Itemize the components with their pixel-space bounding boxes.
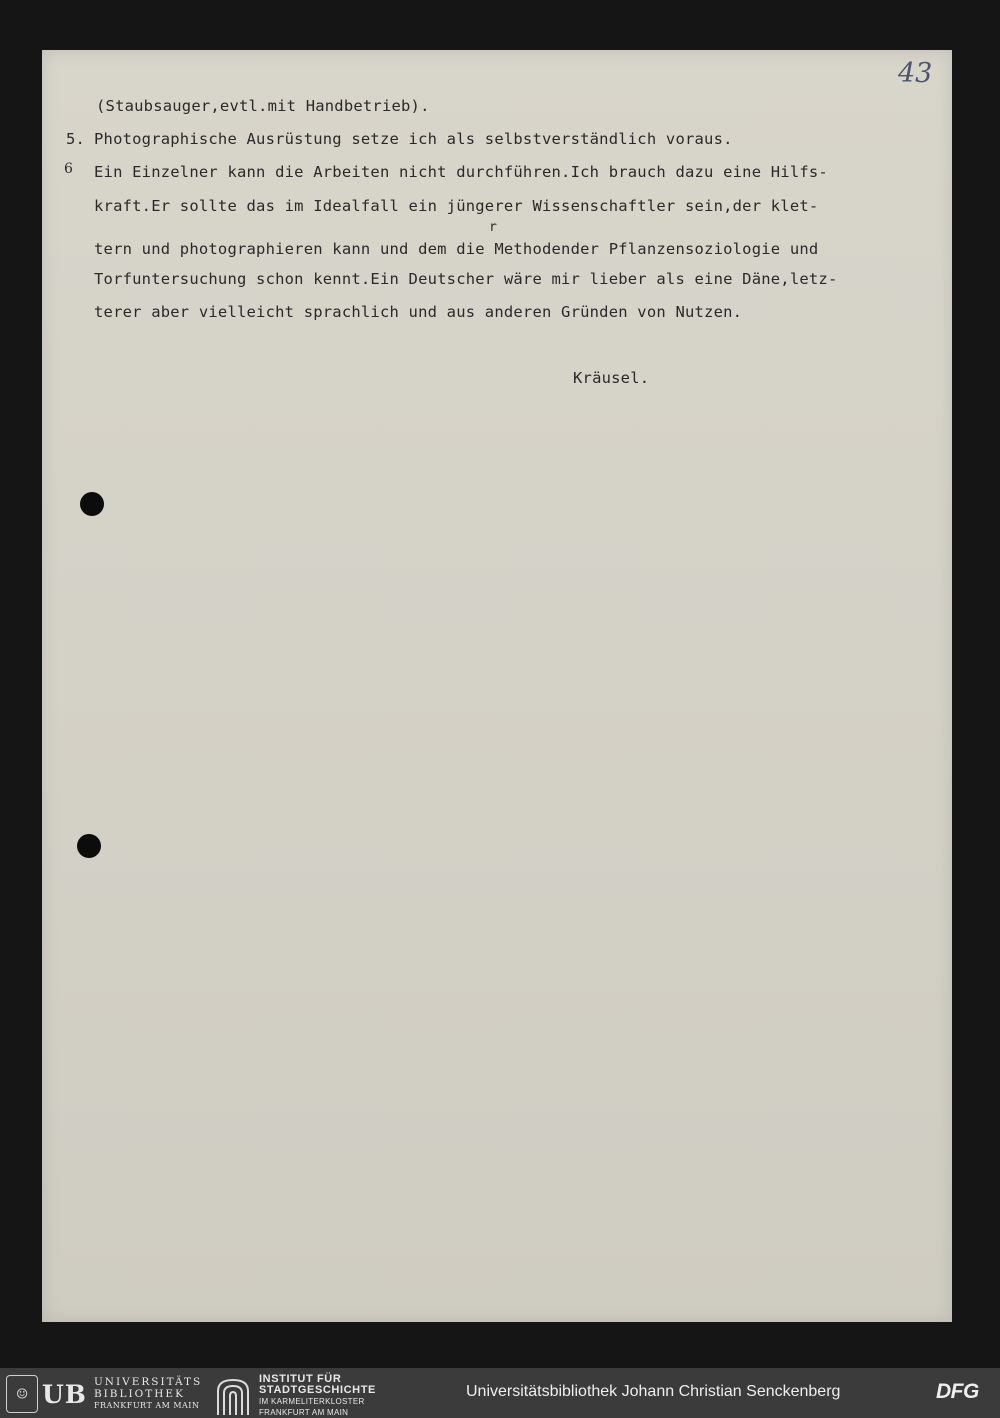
- ub-letters: UB: [42, 1379, 87, 1409]
- punch-hole-bottom: [77, 834, 101, 858]
- page-number: 43: [898, 58, 933, 89]
- text-line-3: kraft.Er sollte das im Idealfall ein jüngerer Wissenschaftler sein,der klet-: [94, 197, 819, 215]
- isg-line-2: STADTGESCHICHTE: [259, 1384, 376, 1396]
- item-number-6: 6: [64, 161, 73, 177]
- isg-line-4: FRANKFURT AM MAIN: [259, 1408, 349, 1417]
- text-line-5: Torfuntersuchung schon kennt.Ein Deutscher wäre mir lieber als eine Däne,letz-: [94, 270, 838, 288]
- arch-icon: [215, 1377, 251, 1415]
- isg-line-3: IM KARMELITERKLOSTER: [259, 1397, 365, 1406]
- text-line-1: [66, 130, 733, 148]
- ub-line-2: BIBLIOTHEK: [93, 1388, 185, 1400]
- portrait-icon: ☺: [6, 1375, 38, 1413]
- punch-hole-top: [80, 492, 104, 516]
- text-line-2: Ein Einzelner kann die Arbeiten nicht durchführen.Ich brauch dazu eine Hilfs-: [94, 163, 828, 181]
- item-number-5: 5.: [66, 130, 86, 148]
- isg-text: [259, 1374, 376, 1418]
- ub-line-1: UNIVERSITÄTS: [93, 1376, 203, 1388]
- dfg-logo[interactable]: DFG: [936, 1380, 979, 1403]
- text-line-6: terer aber vielleicht sprachlich und aus anderen Gründen von Nutzen.: [94, 303, 743, 321]
- ub-text: [94, 1376, 202, 1412]
- isg-logo[interactable]: [215, 1374, 376, 1418]
- footer-title[interactable]: Universitätsbibliothek Johann Christian Senckenberg: [466, 1383, 841, 1400]
- ub-logo[interactable]: [6, 1375, 202, 1413]
- signature: Kräusel.: [573, 369, 650, 387]
- text-line-1-content: Photographische Ausrüstung setze ich als selbstverständlich voraus.: [94, 130, 733, 148]
- typed-correction-insert: r: [489, 220, 497, 235]
- ub-line-3: FRANKFURT AM MAIN: [93, 1401, 200, 1410]
- text-line-0: (Staubsauger,evtl.mit Handbetrieb).: [96, 97, 430, 115]
- isg-line-1: INSTITUT FÜR: [259, 1373, 342, 1385]
- text-line-4: tern und photographieren kann und dem die Methodender Pflanzensoziologie und: [94, 240, 819, 258]
- footer-bar: [0, 1368, 1000, 1418]
